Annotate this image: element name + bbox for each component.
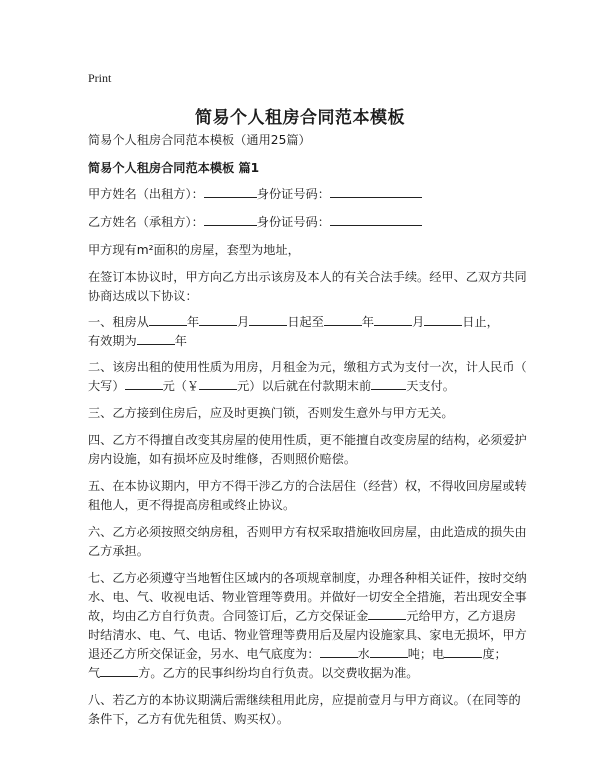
landlord-label: 甲方姓名（出租方）：: [88, 187, 204, 201]
consult-line-1: 在签订本协议时，甲方向乙方出示该房及本人的有关合法手续。经甲、乙双方共同: [88, 270, 527, 284]
document-title: 简易个人租房合同范本模板: [195, 108, 405, 128]
deposit-blank: [368, 606, 406, 620]
c1-text-e: 年: [361, 315, 375, 329]
clause-4-line-1: 四、乙方不得擅自改变其房屋的使用性质，更不能擅自改变房屋的结构，必须爱护: [88, 433, 527, 447]
c2-text-a: 大写）: [88, 379, 125, 393]
print-link[interactable]: Print: [88, 71, 112, 85]
gas-blank: [100, 663, 138, 677]
clause-2-line-1: 二、该房出租的使用性质为用房，月租金为元，缴租方式为支付一次，计人民币（: [88, 360, 527, 374]
c2-text-d: 天支付。: [406, 379, 455, 393]
c1-text-g: 日止，: [462, 315, 499, 329]
c1-text-c: 月: [237, 315, 250, 329]
water-tons-blank: [370, 644, 408, 658]
c7-text-d: 水: [357, 647, 370, 661]
c7-text-f: 度；: [482, 647, 507, 661]
pay-days-blank: [371, 376, 406, 390]
clause-8-line-2: 条件下，乙方有优先租赁、购买权）。: [88, 712, 290, 726]
end-year-blank: [324, 312, 362, 326]
landlord-line: [88, 184, 518, 204]
clause-7-line-4: 时结清水、电、气、电话、物业管理等费用后及屋内设施家具、家电无损坏，甲方: [88, 628, 527, 642]
start-day-blank: [249, 312, 287, 326]
c1-text-i: 年: [174, 334, 187, 348]
tenant-line: [88, 212, 518, 232]
c7-text-e: 吨；电: [407, 647, 445, 661]
clause-3: 三、乙方接到住房后，应及时更换门锁，否则发生意外与甲方无关。: [88, 406, 454, 420]
consult-line-2: 协商达成以下协议：: [88, 289, 198, 303]
c2-text-b: 元（￥: [162, 379, 200, 393]
water-reading-blank: [320, 644, 358, 658]
tenant-id-label: 身份证号码：: [256, 215, 330, 229]
clause-1-line-2: [88, 331, 518, 351]
end-month-blank: [374, 312, 412, 326]
landlord-name-blank: [204, 184, 257, 198]
c7-text-h: 方。乙方的民事纠纷均自行负责。以交费收据为准。: [138, 666, 419, 680]
clause-5-line-2: 租他人，更不得提高房租或终止协议。: [88, 498, 296, 512]
clause-4-line-2: 房内设施，如有损坏应及时维修，否则照价赔偿。: [88, 452, 357, 466]
c7-text-c: 退还乙方所交保证金，另水、电气底度为：: [88, 647, 320, 661]
clause-6-line-1: 六、乙方必须按照交纳房租，否则甲方有权采取措施收回房屋，由此造成的损失由: [88, 525, 527, 539]
clause-7-line-5: [88, 644, 518, 664]
clause-8-line-1: 八、若乙方的本协议期满后需继续租用此房，应提前壹月与甲方商议。（在同等的: [88, 693, 521, 707]
clause-2-line-2: [88, 376, 518, 396]
clause-7-line-2: 水、电、气、收视电话、物业管理等费用。并做好一切安全全措施，若出现安全事: [88, 590, 527, 604]
start-year-blank: [149, 312, 187, 326]
c7-text-g: 气: [88, 666, 101, 680]
end-day-blank: [424, 312, 462, 326]
electricity-blank: [444, 644, 482, 658]
subtitle: 简易个人租房合同范本模板（通用25篇）: [88, 133, 311, 147]
clause-6-line-2: 乙方承担。: [88, 544, 149, 558]
clause-5-line-1: 五、在本协议期内，甲方不得干涉乙方的合法居住（经营）权，不得收回房屋或转: [88, 479, 527, 493]
c1-text-b: 年: [186, 315, 200, 329]
clause-7-line-3: [88, 606, 518, 626]
landlord-id-label: 身份证号码：: [256, 187, 330, 201]
start-month-blank: [199, 312, 237, 326]
c1-text-f: 月: [412, 315, 425, 329]
c1-text-d: 日起至: [287, 315, 324, 329]
term-years-blank: [137, 331, 175, 345]
landlord-id-blank: [330, 184, 422, 198]
amount-words-blank: [125, 376, 163, 390]
intro-paragraph: 甲方现有m²面积的房屋，套型为地址，: [88, 243, 300, 257]
c7-text-b: 元给甲方，乙方退房: [406, 609, 516, 623]
c2-text-c: 元）以后就在付款期末前: [237, 379, 372, 393]
amount-figure-blank: [199, 376, 237, 390]
c7-text-a: 故，均由乙方自行负责。合同签订后，乙方交保证金: [88, 609, 369, 623]
clause-7-line-1: 七、乙方必须遵守当地暂住区域内的各项规章制度，办理各种相关证件，按时交纳: [88, 571, 527, 585]
tenant-name-blank: [204, 212, 257, 226]
c1-text-a: 一、租房从: [88, 315, 149, 329]
section-heading: 简易个人租房合同范本模板 篇1: [88, 161, 260, 175]
tenant-id-blank: [330, 212, 422, 226]
clause-1-line-1: [88, 312, 518, 332]
c1-text-h: 有效期为: [88, 334, 137, 348]
clause-7-line-6: [88, 663, 518, 683]
tenant-label: 乙方姓名（承租方）：: [88, 215, 204, 229]
